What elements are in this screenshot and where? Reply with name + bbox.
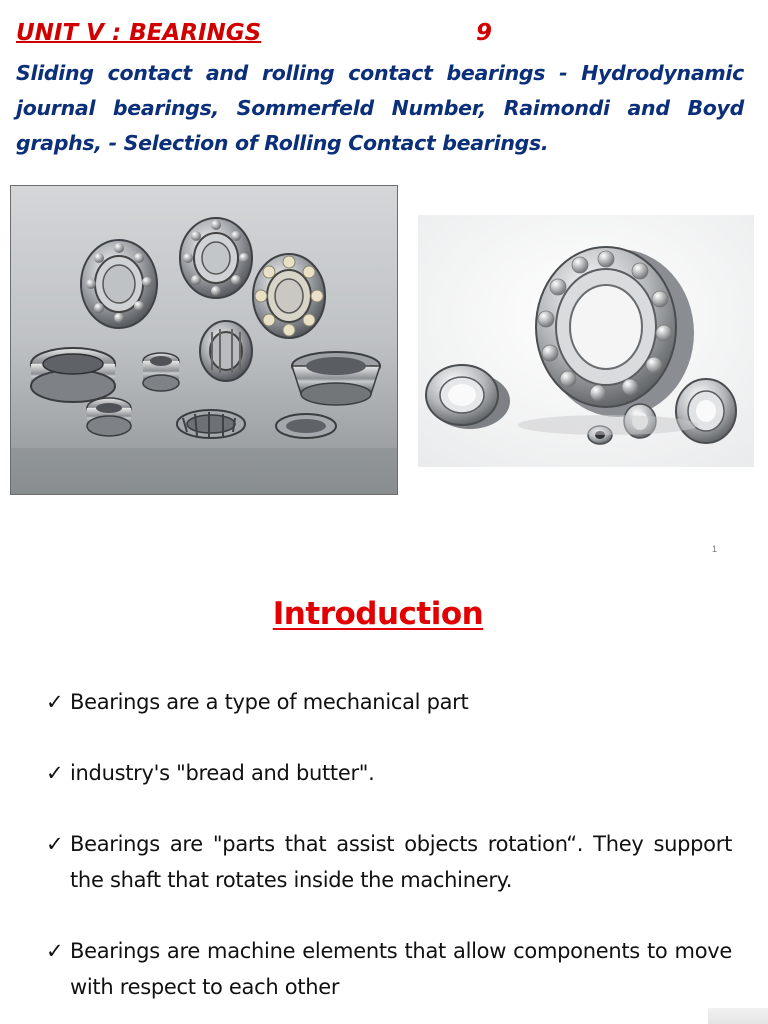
bullet-list [46,684,732,1005]
list-item [46,755,732,791]
unit-hours: 9 [476,20,493,46]
bullet-text: Bearings are "parts that assist objects rotation“. They support the shaft that rotates inside the machinery. [70,832,732,892]
check-icon: ✓ [46,761,64,785]
list-item [46,684,732,720]
bullet-text: industry's "bread and butter". [70,761,375,785]
introduction-title-text: Introduction [272,596,484,632]
bullet-text: Bearings are a type of mechanical part [70,690,469,714]
check-icon: ✓ [46,939,64,963]
bullet-text: Bearings are machine elements that allow components to move with respect to each other [70,939,732,999]
unit-label: UNIT V : BEARINGS [16,20,262,46]
check-icon: ✓ [46,690,64,714]
bearing-assortment-photo [10,185,398,495]
list-item [46,826,732,898]
list-item [46,933,732,1005]
page-corner-shade [708,1008,768,1024]
check-icon: ✓ [46,832,64,856]
introduction-title [0,596,756,632]
slide-introduction [0,582,768,1024]
syllabus-text: Sliding contact and rolling contact bearings - Hydrodynamic journal bearings, Sommerfeld Number, Raimondi and Boyd graphs, - Selection of Rolling Contact bearings. [16,61,744,155]
page-number: 1 [712,544,718,554]
unit-title [16,20,493,52]
ball-bearings-photo [418,215,754,467]
